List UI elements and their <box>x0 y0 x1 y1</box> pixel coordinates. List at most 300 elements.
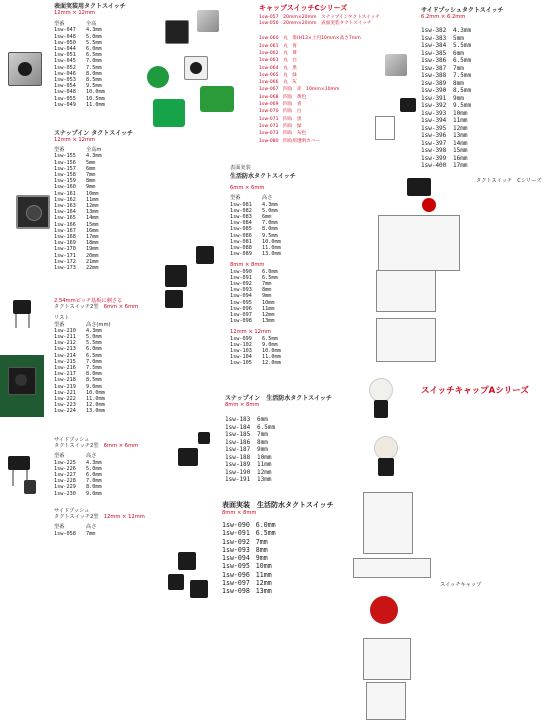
section-title: 表面実装 生活防水タクトスイッチ <box>222 501 334 509</box>
spec-cell: 1sw-163 <box>54 203 76 210</box>
spec-cell: 6.0mm <box>86 46 102 53</box>
spec-cell: 1sw-092 <box>230 281 252 288</box>
side-push-switch-image <box>400 98 416 112</box>
spec-cell: 5mm <box>86 159 96 166</box>
spec-cell: 10.0mm <box>86 89 105 96</box>
waterproof-switch-image <box>198 432 210 444</box>
spec-cell: 1sw-216 <box>54 365 76 372</box>
spec-cell: 6mm <box>453 49 464 57</box>
spec-cell: 1sw-386 <box>421 57 447 65</box>
spec-cell: 1sw-095 <box>230 299 252 306</box>
spec-cell: 9mm <box>86 184 96 191</box>
green-cap-image <box>153 99 185 127</box>
spec-cell: 8.5mm <box>86 377 102 384</box>
spec-cell: 5.0mm <box>86 465 102 472</box>
cap-color-item: 1sw-070 四角 白 <box>259 109 302 115</box>
spec-row <box>225 431 332 439</box>
spec-cell: 6.5mm <box>86 352 102 359</box>
spec-cell: 11.0mm <box>86 396 105 403</box>
spec-cell: 1sw-086 <box>230 232 252 239</box>
spec-cell: 7.0mm <box>86 358 102 365</box>
spec-cell: 1sw-161 <box>54 190 76 197</box>
spec-cell: 9mm <box>255 554 268 563</box>
spec-cell: 1sw-382 <box>421 27 447 35</box>
spec-cell: 1sw-091 <box>222 529 250 538</box>
waterproof-switch-image <box>165 290 183 308</box>
spec-cell: 1sw-210 <box>54 327 76 334</box>
section-side-6mm <box>54 437 138 497</box>
spec-row <box>421 87 504 95</box>
white-cap-image <box>374 436 398 460</box>
spec-row <box>230 360 296 366</box>
spec-cell: 18mm <box>86 240 99 247</box>
table-header: 型番 高さ <box>54 524 97 531</box>
size-label: 12mm × 12mm <box>54 137 96 143</box>
spec-row <box>225 439 332 447</box>
section-wp-snapin <box>225 393 332 484</box>
spec-cell: 1sw-389 <box>421 79 447 87</box>
spec-cell: 1sw-390 <box>421 87 447 95</box>
spec-cell: 6.5mm <box>86 52 102 59</box>
cap-color-item: 1sw-066 丸 灰 <box>259 80 297 86</box>
cap-color-item: 1sw-068 四角 黄色 <box>259 94 307 100</box>
spec-cell: 4.3mm <box>262 201 278 208</box>
spec-cell: 8.0mm <box>86 484 102 491</box>
pcb-photo <box>0 355 44 417</box>
spec-cell: 1sw-225 <box>54 459 76 466</box>
cap-color-item: 1sw-062 丸 黄 <box>259 51 297 56</box>
spec-cell: 11.0mm <box>86 101 105 108</box>
spec-cell: 12.0mm <box>86 402 105 409</box>
cap-switch-image <box>184 56 208 80</box>
switch-image <box>378 458 394 476</box>
waterproof-switch-image <box>178 552 196 570</box>
white-cap-image <box>369 378 393 402</box>
spec-cell: 1sw-228 <box>54 478 76 485</box>
spec-cell: 17mm <box>453 162 468 170</box>
spec-row <box>421 132 504 140</box>
spec-cell: 6.5mm <box>255 529 276 538</box>
spec-cell: 7.5mm <box>453 72 472 80</box>
spec-cell: 1sw-393 <box>421 109 447 117</box>
spec-cell: 13.0mm <box>262 251 281 258</box>
spec-cell: 1sw-387 <box>421 64 447 72</box>
spec-cell: 1sw-081 <box>230 201 252 208</box>
spec-cell: 10mm <box>257 453 272 461</box>
spec-cell: 1sw-190 <box>225 468 251 476</box>
spec-cell: 1sw-383 <box>421 34 447 42</box>
spec-cell: 1sw-159 <box>54 178 76 185</box>
spec-cell: 1sw-183 <box>225 416 251 424</box>
spec-cell: 12mm <box>255 578 272 587</box>
technical-drawing <box>376 318 436 362</box>
green-cap-image <box>200 86 234 112</box>
spec-cell: 8.0mm <box>86 70 102 77</box>
spec-cell: 10.5mm <box>86 95 105 102</box>
spec-row <box>222 587 334 595</box>
spec-cell: 11mm <box>453 117 468 125</box>
tact-cap-c-label: タクトスイッチ Cシリーズ <box>476 178 542 184</box>
spec-cell: 1sw-098 <box>222 587 250 596</box>
spec-cell: 4.3mm <box>86 327 102 334</box>
spec-row <box>421 125 504 133</box>
cap-item: 1sw-056 20mm×20mm 表面実装タクトスイッチ <box>259 21 372 27</box>
spec-cell: 8mm <box>86 178 96 185</box>
spec-row <box>54 531 145 537</box>
spec-cell: 7mm <box>257 431 268 439</box>
spec-row <box>421 140 504 148</box>
spec-cell: 4.3mm <box>453 27 472 35</box>
spec-cell: 1sw-221 <box>54 389 76 396</box>
spec-cell: 1sw-222 <box>54 396 76 403</box>
list-label: リスト <box>54 315 70 322</box>
spec-cell: 1sw-158 <box>54 172 76 179</box>
spec-list <box>54 328 138 415</box>
spec-cell: 1sw-400 <box>421 162 447 170</box>
spec-cell: 9.0mm <box>262 341 278 348</box>
spec-cell: 6mm <box>86 165 96 172</box>
spec-cell: 6.5mm <box>262 274 278 281</box>
pitch-note: 2.54mmピッチ基板に刺さる <box>54 298 123 304</box>
section-tact2 <box>54 298 138 415</box>
spec-cell: 1sw-187 <box>225 446 251 454</box>
spec-cell: 1sw-083 <box>230 214 252 221</box>
spec-row <box>225 469 332 477</box>
spec-cell: 1sw-388 <box>421 72 447 80</box>
spec-cell: 13mm <box>262 318 275 325</box>
technical-drawing <box>378 215 460 271</box>
spec-cell: 12.0mm <box>262 360 281 367</box>
spec-cell: 22mm <box>86 265 99 272</box>
spec-cell: 1sw-096 <box>222 570 250 579</box>
cap-color-item: 1sw-067 四角 赤 10mm×10mm <box>259 87 340 93</box>
spec-cell: 1sw-185 <box>225 431 251 439</box>
spec-cell: 1sw-169 <box>54 240 76 247</box>
cap-color-item: 1sw-080 四角用透明カバー <box>259 138 320 144</box>
spec-cell: 1sw-156 <box>54 159 76 166</box>
spec-cell: 10mm <box>262 299 275 306</box>
spec-row <box>54 408 138 414</box>
section-cap-c <box>259 3 380 145</box>
spec-list <box>230 336 296 367</box>
spec-row <box>222 546 334 554</box>
spec-cell: 5mm <box>453 34 464 42</box>
section-title: 表面実装用タクトスイッチ <box>54 3 126 10</box>
spec-row <box>421 35 504 43</box>
spec-cell: 1sw-166 <box>54 221 76 228</box>
spec-cell: 15mm <box>453 147 468 155</box>
spec-cell: 7mm <box>86 172 96 179</box>
spec-row <box>421 162 504 170</box>
spec-cell: 1sw-093 <box>222 545 250 554</box>
cap-items <box>259 15 380 27</box>
spec-cell: 5.0mm <box>262 207 278 214</box>
spec-cell: 1sw-219 <box>54 383 76 390</box>
spec-list <box>54 531 145 537</box>
spec-row <box>421 110 504 118</box>
spec-cell: 1sw-165 <box>54 215 76 222</box>
spec-row <box>222 529 334 537</box>
section-subtitle: タクトスイッチ2型 6mm × 6mm <box>54 443 139 450</box>
spec-row <box>421 147 504 155</box>
spec-row <box>421 95 504 103</box>
waterproof-switch-image <box>168 574 184 590</box>
cap-item: 1sw-057 20mm×20mm スナップインタクトスイッチ <box>259 15 380 20</box>
size-label: 6.2mm × 6.2mm <box>421 14 466 20</box>
cap-color-list <box>259 35 380 144</box>
spec-cell: 7.0mm <box>262 220 278 227</box>
spec-cell: 6.0mm <box>262 268 278 275</box>
spec-cell: 1sw-096 <box>230 305 252 312</box>
spec-row <box>54 102 126 108</box>
table-header: 型番 高さ <box>230 195 273 202</box>
spec-cell: 1sw-044 <box>54 46 76 53</box>
spec-cell: 10.0mm <box>86 389 105 396</box>
spec-cell: 8.0mm <box>86 371 102 378</box>
section-wp-6mm <box>230 165 296 367</box>
size-label: 12mm × 12mm <box>230 329 272 336</box>
section-title: スナップイン 生活防水タクトスイッチ <box>225 395 332 402</box>
waterproof-switch-image <box>165 265 187 287</box>
spec-cell: 9mm <box>257 446 268 454</box>
side-switch-image <box>8 456 30 470</box>
spec-cell: 1sw-091 <box>230 274 252 281</box>
spec-cell: 8.5mm <box>453 87 472 95</box>
spec-cell: 5.5mm <box>453 42 472 50</box>
spec-row <box>421 80 504 88</box>
spec-cell: 13mm <box>453 132 468 140</box>
spec-cell: 15mm <box>86 221 99 228</box>
spec-cell: 9.5mm <box>453 102 472 110</box>
spec-cell: 9.5mm <box>86 83 102 90</box>
spec-cell: 1sw-054 <box>54 83 76 90</box>
spec-cell: 1sw-160 <box>54 184 76 191</box>
spec-cell: 9.0mm <box>86 490 102 497</box>
spec-cell: 10.0mm <box>262 348 281 355</box>
spec-cell: 5.5mm <box>86 39 102 46</box>
a-series-title: スイッチキャップAシリーズ <box>421 386 529 396</box>
spec-cell: 1sw-045 <box>54 58 76 65</box>
spec-row <box>225 424 332 432</box>
spec-cell: 1sw-097 <box>230 312 252 319</box>
spec-cell: 4.3mm <box>86 27 102 34</box>
spec-cell: 1sw-053 <box>54 77 76 84</box>
spec-row <box>54 491 138 497</box>
spec-row <box>222 579 334 587</box>
section-smd-12mm <box>54 1 126 108</box>
spec-row <box>225 461 332 469</box>
spec-cell: 1sw-155 <box>54 153 76 160</box>
spec-cell: 6.5mm <box>257 423 276 431</box>
spec-cell: 1sw-095 <box>222 562 250 571</box>
spec-cell: 8mm <box>262 287 272 294</box>
spec-cell: 1sw-212 <box>54 340 76 347</box>
spec-cell: 1sw-385 <box>421 49 447 57</box>
cap-color-item: 1sw-071 四角 黒 <box>259 116 302 122</box>
spec-cell: 4.3mm <box>86 153 102 160</box>
switch-image <box>374 400 388 418</box>
spec-cell: 7mm <box>262 281 272 288</box>
spec-cell: 13mm <box>255 587 272 596</box>
section-side-push <box>421 5 504 170</box>
spec-list <box>230 202 296 258</box>
spec-cell: 1sw-224 <box>54 408 76 415</box>
spec-cell: 1sw-392 <box>421 102 447 110</box>
spec-cell: 12mm <box>262 312 275 319</box>
waterproof-switch-image <box>178 448 198 466</box>
spec-cell: 1sw-395 <box>421 124 447 132</box>
side-push-drawing <box>375 116 395 140</box>
side-push-switch-image <box>385 54 407 76</box>
red-cap-image <box>422 198 436 212</box>
spec-row <box>222 562 334 570</box>
spec-list <box>54 460 138 497</box>
spec-cell: 1sw-049 <box>54 101 76 108</box>
spec-cell: 16mm <box>86 227 99 234</box>
spec-cell: 10mm <box>453 109 468 117</box>
spec-cell: 1sw-184 <box>225 423 251 431</box>
tact-switch-image <box>16 195 50 229</box>
spec-cell: 1sw-168 <box>54 234 76 241</box>
spec-cell: 17mm <box>86 234 99 241</box>
section-title: キャップスイッチCシリーズ <box>259 4 348 12</box>
spec-cell: 5.0mm <box>86 33 102 40</box>
spec-cell: 13mm <box>86 209 99 216</box>
spec-row <box>225 416 332 424</box>
spec-cell: 1sw-055 <box>54 95 76 102</box>
spec-cell: 9mm <box>262 293 272 300</box>
section-title: サイドプッシュ <box>54 508 90 514</box>
spec-cell: 7mm <box>86 530 96 537</box>
spec-cell: 1sw-092 <box>222 537 250 546</box>
spec-row <box>421 102 504 110</box>
spec-cell: 11.0mm <box>262 245 281 252</box>
spec-cell: 1sw-226 <box>54 465 76 472</box>
spec-cell: 10.0mm <box>262 238 281 245</box>
spec-cell: 1sw-164 <box>54 209 76 216</box>
spec-cell: 1sw-213 <box>54 346 76 353</box>
spec-cell: 20mm <box>86 252 99 259</box>
spec-row <box>421 117 504 125</box>
spec-cell: 1sw-394 <box>421 117 447 125</box>
spec-cell: 11mm <box>86 196 99 203</box>
spec-cell: 1sw-171 <box>54 252 76 259</box>
small-switch-image <box>13 300 31 314</box>
cap-color-item: 1sw-061 丸 青 <box>259 43 297 49</box>
section-subtitle: 生活防水タクトスイッチ <box>230 173 296 181</box>
spec-cell: 1sw-098 <box>230 318 252 325</box>
spec-list <box>54 153 133 271</box>
spec-cell: 1sw-398 <box>421 147 447 155</box>
spec-cell: 1sw-089 <box>230 251 252 258</box>
spec-cell: 1sw-097 <box>222 578 250 587</box>
spec-cell: 1sw-090 <box>222 521 250 530</box>
size-label: 12mm × 12mm <box>54 10 96 16</box>
table-header: 型番 全高m <box>54 147 102 154</box>
spec-cell: 8mm <box>257 438 268 446</box>
spec-cell: 1sw-085 <box>230 226 252 233</box>
spec-cell: 7.0mm <box>86 58 102 65</box>
spec-cell: 1sw-081 <box>230 238 252 245</box>
section-title: タクトスイッチ2型 6mm × 6mm <box>54 304 139 311</box>
cap-color-item: 1sw-060 丸 茶(H13×上円10mm×高さ7mm <box>259 36 361 42</box>
spec-cell: 7.5mm <box>86 64 102 71</box>
spec-cell: 7mm <box>453 64 464 72</box>
cap-color-item: 1sw-073 四角 灰色 <box>259 131 307 137</box>
technical-drawing <box>366 682 406 720</box>
spec-cell: 1sw-230 <box>54 490 76 497</box>
spec-cell: 13.0mm <box>86 408 105 415</box>
spec-cell: 6.0mm <box>255 521 276 530</box>
spec-cell: 6.0mm <box>86 472 102 479</box>
spec-cell: 13mm <box>257 476 272 484</box>
spec-cell: 1sw-104 <box>230 354 252 361</box>
size-label: 6mm × 6mm <box>230 185 265 192</box>
spec-cell: 7mm <box>255 537 268 546</box>
technical-drawing <box>376 270 436 312</box>
spec-cell: 1sw-167 <box>54 227 76 234</box>
cap-switch-image <box>197 10 219 32</box>
spec-cell: 1sw-397 <box>421 139 447 147</box>
spec-cell: 1sw-099 <box>230 335 252 342</box>
spec-cell: 1sw-084 <box>230 220 252 227</box>
technical-drawing <box>363 638 411 680</box>
section-subtitle: タクトスイッチ2型 12mm × 12mm <box>54 514 145 521</box>
spec-cell: 1sw-094 <box>230 293 252 300</box>
spec-cell: 9.5mm <box>262 232 278 239</box>
spec-cell: 10mm <box>86 190 99 197</box>
spec-cell: 1sw-173 <box>54 265 76 272</box>
spec-row <box>225 454 332 462</box>
table-header: 型番 高さ <box>54 453 97 460</box>
spec-cell: 1sw-048 <box>54 33 76 40</box>
spec-cell: 1sw-229 <box>54 484 76 491</box>
cap-color-item: 1sw-064 丸 黒 <box>259 65 297 71</box>
spec-cell: 1sw-162 <box>54 196 76 203</box>
spec-row <box>222 538 334 546</box>
spec-cell: 1sw-214 <box>54 352 76 359</box>
spec-cell: 12mm <box>86 203 99 210</box>
spec-cell: 1sw-186 <box>225 438 251 446</box>
section-title: サイドプッシュ <box>54 437 90 443</box>
spec-row <box>222 521 334 529</box>
section-title: 表面実装 <box>230 165 251 171</box>
spec-cell: 1sw-048 <box>54 89 76 96</box>
spec-cell: 1sw-088 <box>230 245 252 252</box>
spec-cell: 8.0mm <box>262 226 278 233</box>
spec-row <box>225 446 332 454</box>
spec-cell: 1sw-047 <box>54 27 76 34</box>
spec-cell: 6.0mm <box>86 346 102 353</box>
spec-cell: 1sw-188 <box>225 453 251 461</box>
spec-cell: 1sw-050 <box>54 39 76 46</box>
spec-cell: 6mm <box>257 416 268 424</box>
spec-list <box>222 521 334 595</box>
spec-row <box>230 318 296 324</box>
spec-cell: 9.0mm <box>86 383 102 390</box>
table-header: 型番 高さ(mm) <box>54 321 111 328</box>
spec-cell: 1sw-058 <box>54 530 76 537</box>
spec-cell: 8.5mm <box>86 77 102 84</box>
spec-list <box>225 416 332 484</box>
size-label: 8mm × 8mm <box>222 510 257 516</box>
spec-row <box>230 251 296 257</box>
spec-cell: 12mm <box>453 124 468 132</box>
spec-cell: 14mm <box>453 139 468 147</box>
waterproof-switch-image <box>190 580 208 598</box>
spec-cell: 1sw-218 <box>54 377 76 384</box>
spec-cell: 1sw-399 <box>421 154 447 162</box>
